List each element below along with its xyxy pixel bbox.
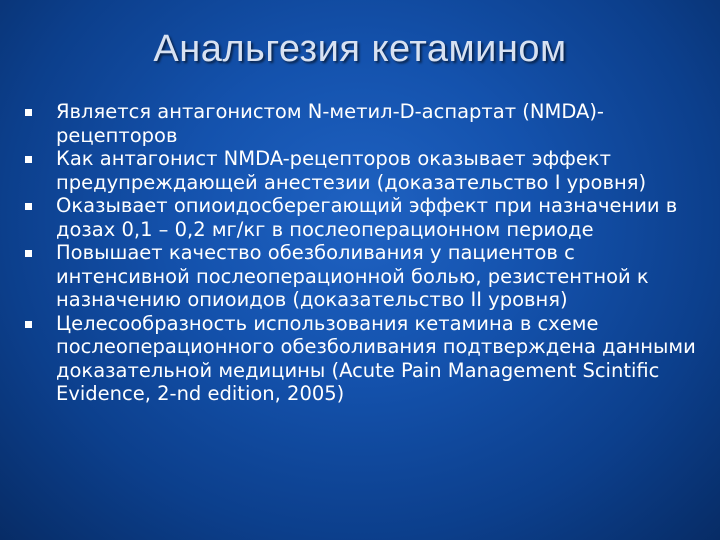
square-bullet-icon: [25, 109, 32, 116]
square-bullet-icon: [25, 156, 32, 163]
square-bullet-icon: [25, 321, 32, 328]
bullet-text-1: Является антагонистом N-метил-D-аспартат (NMDA)-рецепторов: [56, 100, 604, 147]
bullet-item-1: [22, 100, 702, 147]
bullet-text-4: Повышает качество обезболивания у пациентов с интенсивной послеоперационной болью, резистентной к назначению опиоидов (доказательство II уровня): [56, 241, 649, 311]
square-bullet-icon: [25, 203, 32, 210]
bullet-list: [22, 100, 702, 406]
bullet-item-2: [22, 147, 702, 194]
bullet-text-2: Как антагонист NMDA-рецепторов оказывает эффект предупреждающей анестезии (доказательство I уровня): [56, 147, 647, 194]
bullet-text-3: Оказывает опиоидосберегающий эффект при назначении в дозах 0,1 – 0,2 мг/кг в послеоперационном периоде: [56, 194, 678, 241]
bullet-item-5: [22, 312, 702, 406]
square-bullet-icon: [25, 250, 32, 257]
bullet-text-5: Целесообразность использования кетамина в схеме послеоперационного обезболивания подтверждена данными доказательной медицины (Acute Pain Management Scintific Evidence, 2-nd edition, 2005): [56, 311, 696, 405]
slide-title: Анальгезия кетамином: [153, 28, 567, 70]
bullet-item-4: [22, 241, 702, 312]
bullet-item-3: [22, 194, 702, 241]
